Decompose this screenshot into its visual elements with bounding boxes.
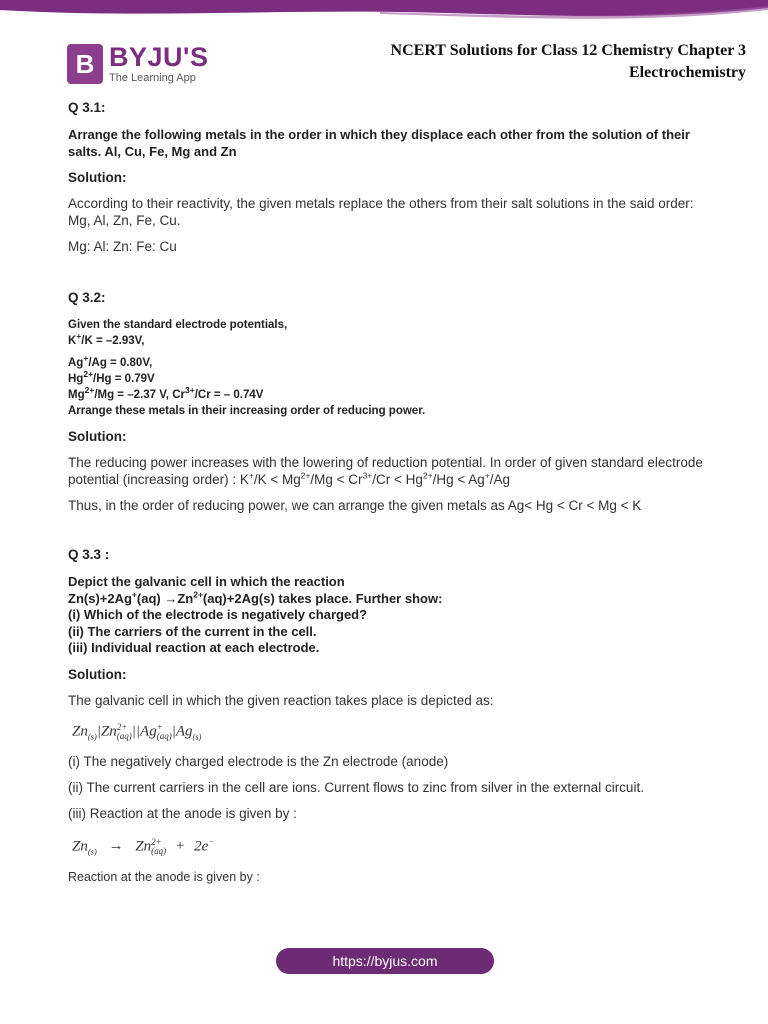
solution-paragraph: The galvanic cell in which the given reaction takes place is depicted as: [68, 692, 494, 708]
solution-paragraph: The reducing power increases with the lowering of reduction potential. In order of given standard electrode potential (increasing order) : $K^+/K < Mg^{2+}/Mg < Cr^{3+}/Cr < Hg^{2+}/Hg < Ag^+/Ag$ [68, 455, 703, 487]
question-line: Ag+/Ag = 0.80V, [68, 353, 153, 369]
solution-paragraph: (ii) The current carriers in the cell are ions. Current flows to zinc from silver in the external circuit. [68, 779, 644, 795]
title-line-2: Electrochemistry [629, 64, 746, 81]
solution-paragraph: According to their reactivity, the given metals replace the others from their salt solutions in the said order: Mg, Al, Zn, Fe, Cu. [68, 196, 694, 228]
logo-tagline: The Learning App [109, 72, 196, 84]
question-label: Q 3.3 : [68, 547, 110, 562]
question-label: Q 3.1: [68, 100, 106, 115]
question-line: (i) Which of the electrode is negatively charged? [68, 607, 368, 622]
question-line: $Mg^{2+}/Mg = -2.37$ V, $Cr^{3+}/Cr$ = – 0.74V [68, 385, 264, 401]
question-line: (iii) Individual reaction at each electrode. [68, 640, 320, 655]
question-line: (ii) The carriers of the current in the cell. [68, 623, 317, 639]
solution-label: Solution: [68, 429, 127, 444]
question-line: Arrange these metals in their increasing order of reducing power. [68, 405, 426, 417]
question-line: $Zn(s)+2Ag^+(aq) \to Zn^{2+}(aq)+2Ag(s)$ takes place. Further show: [68, 589, 443, 606]
question-label: Q 3.2: [68, 290, 106, 305]
header-banner [0, 0, 768, 22]
document-body [68, 100, 708, 884]
footer-url-link[interactable]: https://byjus.com [276, 948, 494, 974]
cell-notation: $Zn_{(s)}|Zn2+$ (aq)||Ag+ $(aq)|Ag_{(s)}$ [72, 721, 202, 741]
question-line: K+/K = –2.93V, [68, 331, 145, 347]
solution-paragraph: (i) The negatively charged electrode is the Zn electrode (anode) [68, 753, 449, 769]
anode-reaction: $Zn_{(s)} \to Zn2+$ (aq) + 2e− [72, 835, 215, 856]
logo-letter: B [75, 49, 95, 79]
question-line: Given the standard electrode potentials, [68, 319, 288, 331]
question-text: Arrange the following metals in the order in which they displace each other from the solution of their salts. Al, Cu, Fe, Mg and Zn [68, 127, 690, 159]
solution-label: Solution: [68, 666, 127, 682]
solution-label: Solution: [68, 170, 127, 185]
solution-paragraph: (iii) Reaction at the anode is given by : [68, 805, 297, 821]
document-title [326, 40, 746, 84]
solution-paragraph: Thus, in the order of reducing power, we can arrange the given metals as Ag< Hg < Cr < Mg < K [68, 498, 642, 513]
title-line-1: NCERT Solutions for Class 12 Chemistry Chapter 3 [390, 42, 746, 59]
question-line: $Hg^{2+}/Hg = 0.79V$ [68, 369, 155, 385]
byjus-logo [67, 44, 227, 88]
solution-paragraph: Reaction at the anode is given by : [68, 869, 260, 884]
question-line: Depict the galvanic cell in which the reaction [68, 574, 345, 589]
logo-name: BYJU'S [109, 42, 209, 72]
solution-paragraph: Mg: Al: Zn: Fe: Cu [68, 239, 177, 254]
